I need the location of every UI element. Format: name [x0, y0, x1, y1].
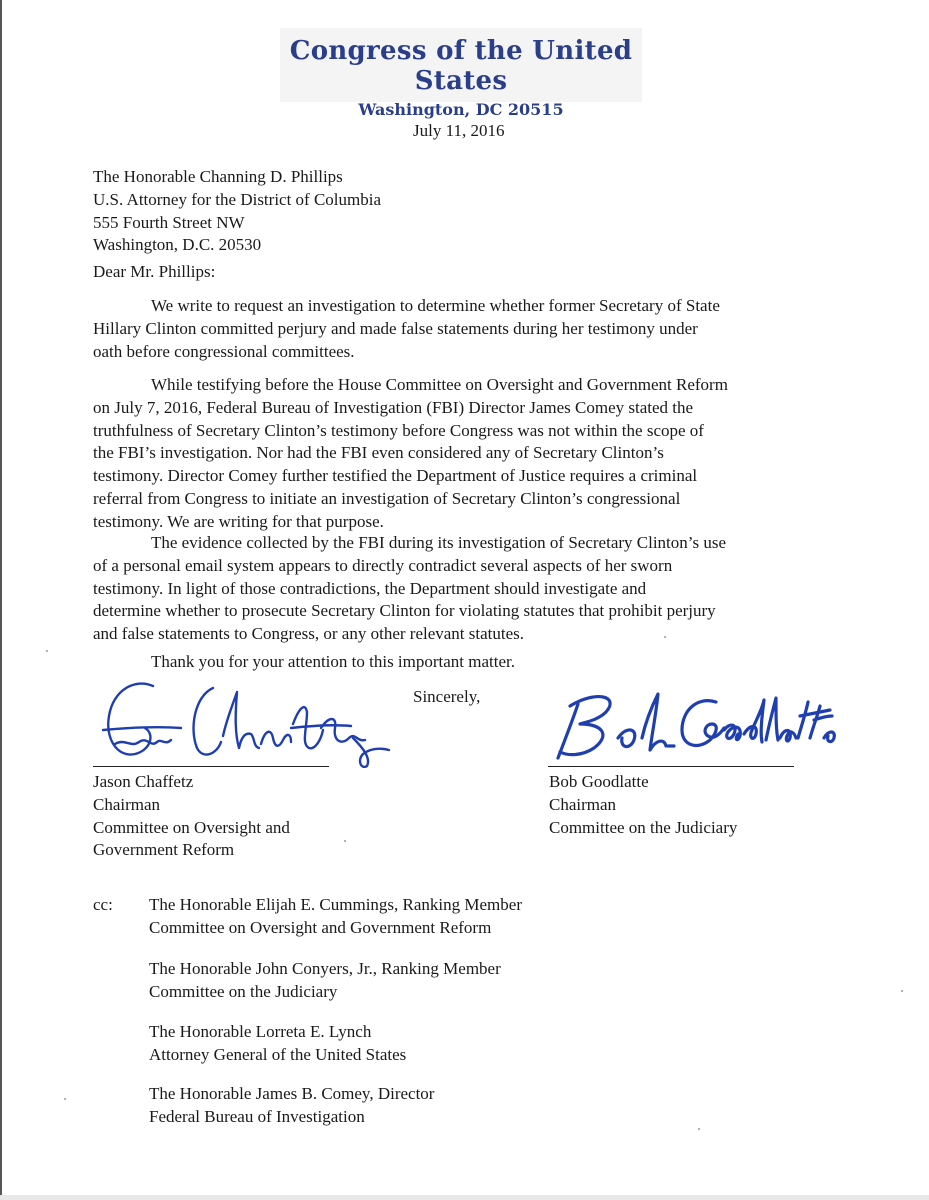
paragraph-line: testimony. In light of those contradictions, the Department should investigate and	[93, 578, 647, 598]
scan-speck	[901, 990, 903, 992]
cc-entry-line: Committee on the Judiciary	[149, 981, 338, 1001]
signer-title: Chairman	[93, 794, 161, 814]
cc-entry-line: The Honorable James B. Comey, Director	[149, 1084, 435, 1103]
signature-bob-goodlatte	[548, 680, 838, 768]
body-paragraph-2	[93, 374, 728, 534]
paragraph-line: the FBI’s investigation. Nor had the FBI even considered any of Secretary Clinton’s	[93, 443, 664, 463]
letter-date: July 11, 2016	[413, 121, 505, 140]
cc-entry-line: The Honorable John Conyers, Jr., Ranking Member	[149, 959, 501, 978]
salutation: Dear Mr. Phillips:	[93, 262, 216, 281]
signer-committee: Government Reform	[93, 840, 235, 860]
cc-entry	[149, 894, 522, 940]
page-bottom-edge	[0, 1195, 929, 1200]
paragraph-line: While testifying before the House Committee on Oversight and Government Reform	[151, 375, 728, 394]
signature-jason-chaffetz	[95, 668, 395, 768]
thank-you-line: Thank you for your attention to this important matter.	[151, 652, 516, 671]
cc-entry	[149, 1083, 434, 1129]
cc-entry-line: The Honorable Elijah E. Cummings, Ranking Member	[149, 895, 522, 914]
paragraph-line: oath before congressional committees.	[93, 341, 355, 361]
letterhead	[280, 28, 642, 119]
recipient-address	[93, 166, 381, 257]
cc-entry-line: Committee on Oversight and Government Reform	[149, 917, 492, 937]
paragraph-line: We write to request an investigation to determine whether former Secretary of State	[151, 296, 720, 315]
signer-block-right	[549, 771, 737, 839]
paragraph-line: Hillary Clinton committed perjury and made false statements during her testimony under	[93, 318, 698, 338]
recipient-line: The Honorable Channing D. Phillips	[93, 167, 343, 186]
paragraph-line: on July 7, 2016, Federal Bureau of Investigation (FBI) Director James Comey stated the	[93, 397, 694, 417]
paragraph-line: The evidence collected by the FBI during its investigation of Secretary Clinton’s use	[151, 533, 727, 552]
cc-entry-line: Attorney General of the United States	[149, 1044, 407, 1064]
signer-block-left	[93, 771, 290, 862]
signer-name: Jason Chaffetz	[93, 772, 194, 791]
cc-entry	[149, 1021, 406, 1067]
paragraph-line: truthfulness of Secretary Clinton’s testimony before Congress was not within the scope of	[93, 420, 704, 440]
paragraph-line: and false statements to Congress, or any other relevant statutes.	[93, 624, 525, 644]
paragraph-line: determine whether to prosecute Secretary Clinton for violating statutes that prohibit perjury	[93, 601, 716, 621]
signer-committee: Committee on Oversight and	[93, 817, 290, 837]
paragraph-line: testimony. Director Comey further testified the Department of Justice requires a criminal	[93, 466, 698, 486]
page-left-edge	[0, 0, 2, 1200]
paragraph-line: of a personal email system appears to directly contradict several aspects of her sworn	[93, 555, 673, 575]
paragraph-line: testimony. We are writing for that purpose.	[93, 511, 384, 531]
cc-entry-line: Federal Bureau of Investigation	[149, 1106, 365, 1126]
cc-label: cc:	[93, 895, 113, 914]
recipient-line: Washington, D.C. 20530	[93, 235, 262, 255]
signature-line-right	[548, 766, 794, 767]
cc-entry-line: The Honorable Lorreta E. Lynch	[149, 1022, 372, 1041]
scan-speck	[64, 1098, 66, 1100]
signer-committee: Committee on the Judiciary	[549, 817, 738, 837]
scan-speck	[46, 650, 48, 652]
recipient-line: 555 Fourth Street NW	[93, 212, 245, 232]
body-paragraph-3	[93, 532, 726, 646]
letterhead-title: Congress of the United States	[289, 36, 633, 96]
letterhead-subtitle: Washington, DC 20515	[358, 100, 564, 119]
signature-line-left	[93, 766, 329, 767]
cc-entry	[149, 958, 501, 1004]
scan-speck	[664, 636, 666, 638]
signer-title: Chairman	[549, 794, 617, 814]
signer-name: Bob Goodlatte	[549, 772, 649, 791]
paragraph-line: referral from Congress to initiate an investigation of Secretary Clinton’s congressional	[93, 488, 681, 508]
recipient-line: U.S. Attorney for the District of Columbia	[93, 189, 382, 209]
body-paragraph-1	[93, 295, 720, 363]
closing: Sincerely,	[413, 687, 481, 706]
scan-speck	[698, 1128, 700, 1130]
scan-speck	[344, 840, 346, 842]
